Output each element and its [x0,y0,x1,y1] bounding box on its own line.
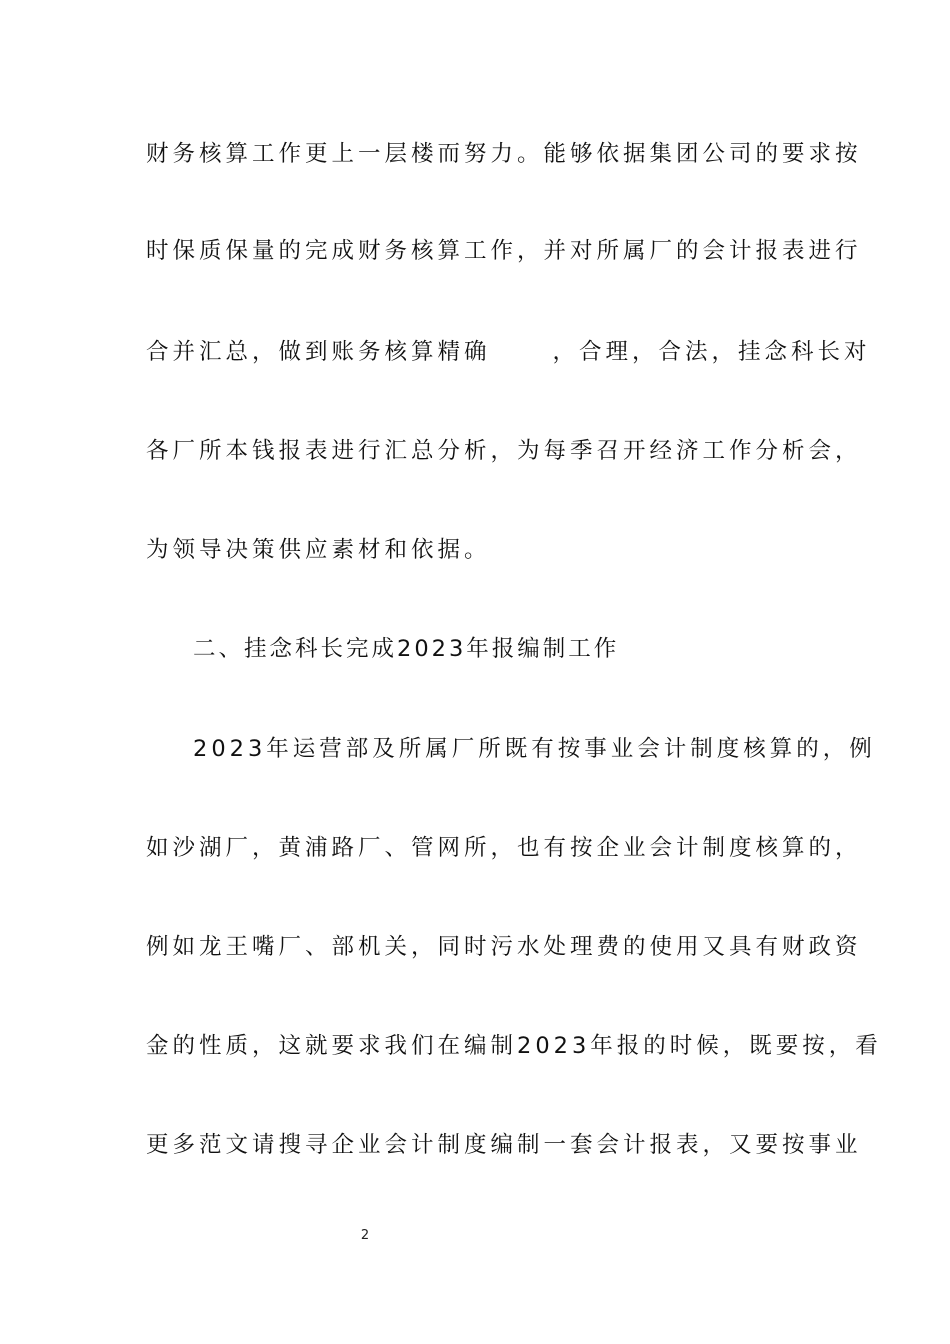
body-text-line-2: 时保质保量的完成财务核算工作，并对所属厂的会计报表进行 [146,238,862,264]
body-text-line-3-part-1: 合并汇总，做到账务核算精确 [146,339,491,365]
paragraph-line-4: 金的性质，这就要求我们在编制2023年报的时候，既要按，看 [146,1033,882,1059]
body-text-line-3-part-2: ，合理，合法，挂念科长对 [552,339,871,365]
paragraph-line-2: 如沙湖厂，黄浦路厂、管网所，也有按企业会计制度核算的， [146,835,862,861]
section-heading: 二、挂念科长完成2023年报编制工作 [193,636,620,662]
paragraph-line-5: 更多范文请搜寻企业会计制度编制一套会计报表，又要按事业 [146,1132,862,1158]
paragraph-line-3: 例如龙王嘴厂、部机关，同时污水处理费的使用又具有财政资 [146,934,862,960]
paragraph-line-1: 2023年运营部及所属厂所既有按事业会计制度核算的，例 [193,736,876,762]
body-text-line-1: 财务核算工作更上一层楼而努力。能够依据集团公司的要求按 [146,141,862,167]
page-number: 2 [360,1228,370,1243]
body-text-line-3 [146,337,871,367]
body-text-line-5: 为领导决策供应素材和依据。 [146,537,491,563]
body-text-line-4: 各厂所本钱报表进行汇总分析，为每季召开经济工作分析会， [146,438,862,464]
